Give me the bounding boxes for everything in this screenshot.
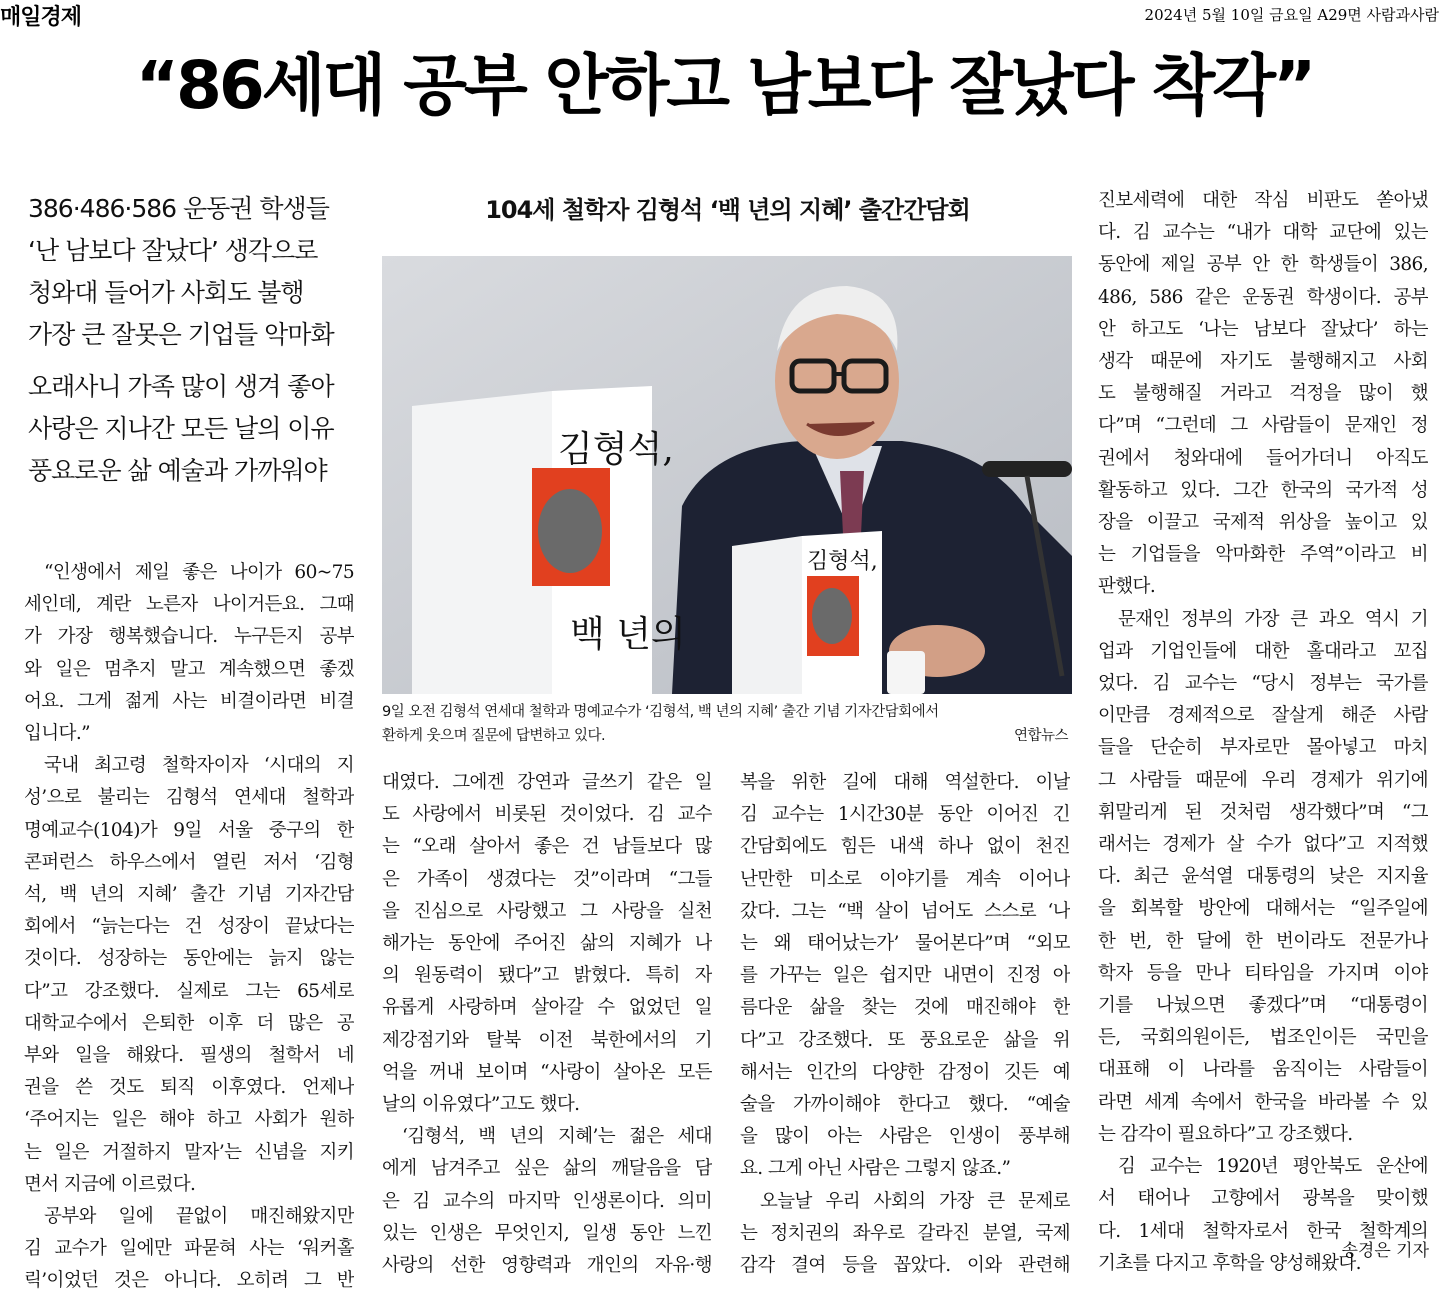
article-column-3 bbox=[740, 767, 1070, 1282]
book-subtitle-left: 백 년의 bbox=[570, 614, 686, 655]
paragraph-line: 다”고 강조했다. 실제로 그는 65세로 bbox=[24, 980, 354, 1002]
article-column-1 bbox=[24, 557, 354, 1298]
paragraph-line: 그 사람들 때문에 우리 경제가 위기에 bbox=[1098, 769, 1428, 791]
paragraph-line: 김 교수는 1시간30분 동안 이어진 긴 bbox=[740, 804, 1070, 826]
paragraph-line: 부와 일을 해왔다. 필생의 철학서 네 bbox=[24, 1045, 354, 1067]
paragraph-line: 는 일은 거절하지 말자’는 신념을 지키 bbox=[24, 1141, 354, 1163]
paragraph-line: 억을 꺼내 보이며 “사랑이 살아온 모든 bbox=[382, 1061, 712, 1083]
paragraph-line: 제강점기와 탈북 이전 북한에서의 기 bbox=[382, 1029, 712, 1051]
paragraph-line: 진보세력에 대한 작심 비판도 쏟아냈 bbox=[1098, 190, 1428, 211]
paragraph-line: 어요. 그게 젊게 사는 비결이라면 비결 bbox=[24, 690, 354, 712]
paragraph-line: 세인데, 계란 노른자 나이거든요. 그때 bbox=[24, 594, 354, 616]
paragraph-line: 다. 최근 윤석열 대통령의 낮은 지지율 bbox=[1098, 866, 1428, 888]
subheading-line: 청와대 들어가 사회도 불행 bbox=[28, 278, 304, 307]
paragraph-line: 은 김 교수의 마지막 인생론이다. 의미 bbox=[382, 1190, 712, 1212]
paragraph-line: 콘퍼런스 하우스에서 열린 저서 ‘김형 bbox=[24, 851, 354, 873]
paragraph-line: 는 왜 태어났는가’ 물어본다”며 “외모 bbox=[740, 933, 1070, 955]
paragraph-line: 래서는 경제가 살 수가 없다”고 지적했 bbox=[1098, 834, 1428, 856]
paragraph-line: 사랑의 선한 영향력과 개인의 자유·행 bbox=[382, 1255, 712, 1277]
paragraph-line: 판했다. bbox=[1098, 576, 1156, 598]
paragraph-line: ‘주어지는 일은 해야 하고 사회가 원하 bbox=[24, 1109, 354, 1131]
paragraph-line: 대표해 이 나라를 움직이는 사람들이 bbox=[1098, 1059, 1428, 1081]
paragraph-line: 을 회복할 방안에 대해서는 “일주일에 bbox=[1098, 898, 1428, 920]
paragraph-line: 활동하고 있다. 그간 한국의 국가적 성 bbox=[1098, 479, 1428, 501]
book-title-right: 김형석, bbox=[807, 549, 878, 574]
paragraph-line: 공부와 일에 끝없이 매진해왔지만 bbox=[44, 1206, 354, 1228]
paragraph-line: 는 “오래 살아서 좋은 건 남들보다 많 bbox=[382, 836, 712, 858]
paragraph-line: 해가는 동안에 주어진 삶의 지혜가 나 bbox=[382, 933, 712, 955]
paragraph-line: 이만큼 경제적으로 잘살게 해준 사람 bbox=[1098, 705, 1428, 727]
subheading-line: 가장 큰 잘못은 기업들 악마화 bbox=[28, 320, 334, 349]
paragraph-line: 생각 때문에 자기도 불행해지고 사회 bbox=[1098, 351, 1428, 373]
paragraph-line: 난만한 미소로 이야기를 계속 이어나 bbox=[740, 868, 1070, 890]
paragraph-line: 은 가족이 생겼다는 것”이라며 “그들 bbox=[382, 868, 712, 890]
paragraph-line: 유롭게 사랑하며 살아갈 수 없었던 일 bbox=[382, 997, 712, 1019]
paragraph-line: 복을 위한 길에 대해 역설한다. 이날 bbox=[740, 772, 1070, 793]
paragraph-line: 갔다. 그는 “백 살이 넘어도 스스로 ‘나 bbox=[740, 900, 1070, 922]
article-column-4 bbox=[1098, 185, 1428, 1280]
paragraph-line: 릭’이었던 것은 아니다. 오히려 그 반 bbox=[24, 1270, 354, 1292]
paragraph-line: 도 불행해질 거라고 걱정을 많이 했 bbox=[1098, 383, 1428, 405]
paragraph-line: 다”고 강조했다. 또 풍요로운 삶을 위 bbox=[740, 1029, 1070, 1051]
paragraph-line: 름다운 삶을 찾는 것에 매진해야 한 bbox=[740, 997, 1070, 1019]
paragraph-line: 문재인 정부의 가장 큰 과오 역시 기 bbox=[1118, 608, 1428, 630]
paragraph-line: 요. 그게 아닌 사람은 그렇지 않죠.” bbox=[740, 1158, 1011, 1180]
paragraph-line: 김 교수가 일에만 파묻혀 사는 ‘워커홀 bbox=[24, 1238, 354, 1260]
paragraph-line: 다”며 “그런데 그 사람들이 문재인 정 bbox=[1098, 415, 1428, 437]
paragraph-line: 와 일은 멈추지 말고 계속했으면 좋겠 bbox=[24, 658, 354, 680]
byline: 송경은 기자 bbox=[1341, 1241, 1429, 1261]
paragraph-line: 석, 백 년의 지혜’ 출간 기념 기자간담 bbox=[24, 884, 354, 906]
paragraph-line: 간담회에도 힘든 내색 하나 없이 천진 bbox=[740, 836, 1070, 858]
paragraph-line: 회에서 “늙는다는 건 성장이 끝났다는 bbox=[24, 916, 354, 938]
paragraph-line: 술을 가까이해야 한다고 했다. “예술 bbox=[740, 1094, 1070, 1116]
paragraph-line: 도 사랑에서 비롯된 것이었다. 김 교수 bbox=[382, 804, 712, 826]
paragraph-line: 김 교수는 1920년 평안북도 운산에 bbox=[1118, 1156, 1428, 1178]
paragraph-line: 에게 남겨주고 싶은 삶의 깨달음을 담 bbox=[382, 1158, 712, 1180]
paragraph-line: 장을 이끌고 국제적 위상을 높이고 있 bbox=[1098, 512, 1428, 534]
paragraph-line: 날의 이유였다”고도 했다. bbox=[382, 1094, 580, 1116]
paragraph-line: 것이다. 성장하는 동안에는 늙지 않는 bbox=[24, 948, 354, 970]
paragraph-line: 한 번, 한 달에 한 번이라도 전문가나 bbox=[1098, 930, 1428, 952]
photo-caption bbox=[382, 700, 1072, 748]
paragraph-line: 을 진심으로 사랑했고 그 사랑을 실천 bbox=[382, 900, 712, 922]
paragraph-line: 권에서 청와대에 들어가더니 아직도 bbox=[1098, 447, 1428, 469]
paragraph-line: 는 정치권의 좌우로 갈라진 분열, 국제 bbox=[740, 1222, 1070, 1244]
paragraph-line: 라면 세계 속에서 한국을 바라볼 수 있 bbox=[1098, 1091, 1428, 1113]
book-title-left: 김형석, bbox=[558, 429, 674, 470]
caption-line: 환하게 웃으며 질문에 답변하고 있다. bbox=[382, 728, 606, 744]
paragraph-line: 들을 단순히 부자로만 몰아넣고 마치 bbox=[1098, 737, 1428, 759]
paragraph-line: 를 가꾸는 일은 쉽지만 내면이 진정 아 bbox=[740, 965, 1070, 987]
paragraph-line: 안 하고도 ‘나는 남보다 잘났다’ 하는 bbox=[1098, 318, 1428, 340]
paragraph-line: 성’으로 불리는 김형석 연세대 철학과 bbox=[24, 787, 354, 809]
photo-credit: 연합뉴스 bbox=[1013, 728, 1068, 744]
headline: “86세대 공부 안하고 남보다 잘났다 착각” bbox=[135, 47, 1314, 124]
edition-info: 2024년 5월 10일 금요일 A29면 사람과사람 bbox=[1144, 6, 1439, 24]
paragraph-line: 감각 결여 등을 꼽았다. 이와 관련해 bbox=[740, 1255, 1070, 1277]
paragraph-line: 해서는 인간의 다양한 감정이 깃든 예 bbox=[740, 1061, 1070, 1083]
subheading-line: 풍요로운 삶 예술과 가까워야 bbox=[28, 456, 327, 485]
subheading-line: 오래사니 가족 많이 생겨 좋아 bbox=[28, 372, 334, 401]
paragraph-line: 기를 나눴으면 좋겠다”며 “대통령이 bbox=[1098, 995, 1428, 1017]
paragraph-line: 오늘날 우리 사회의 가장 큰 문제로 bbox=[760, 1190, 1070, 1212]
paragraph-line: 의 원동력이 됐다”고 밝혔다. 특히 자 bbox=[382, 965, 712, 987]
paragraph-line: 서 태어나 고향에서 광복을 맞이했 bbox=[1098, 1188, 1428, 1210]
paragraph-line: 을 많이 아는 사람은 인생이 풍부해 bbox=[740, 1126, 1070, 1148]
article-column-2 bbox=[382, 767, 712, 1282]
paragraph-line: 가 가장 행복했습니다. 누구든지 공부 bbox=[24, 626, 354, 648]
paragraph-line: 대학교수에서 은퇴한 이후 더 많은 공 bbox=[24, 1012, 354, 1034]
paragraph-line: 면서 지금에 이르렀다. bbox=[24, 1173, 196, 1195]
paragraph-line: 기초를 다지고 후학을 양성해왔다. bbox=[1098, 1252, 1361, 1274]
paragraph-line: 명예교수(104)가 9일 서울 중구의 한 bbox=[24, 819, 354, 841]
paragraph-line: 휘말리게 된 것처럼 생각했다”며 “그 bbox=[1098, 801, 1428, 823]
photo-illustration bbox=[382, 256, 1072, 694]
paragraph-line: 업과 기업인들에 대한 홀대라고 꼬집 bbox=[1098, 640, 1428, 662]
paragraph-line: 입니다.” bbox=[24, 723, 90, 745]
caption-line: 9일 오전 김형석 연세대 철학과 명예교수가 ‘김형석, 백 년의 지혜’ 출간 기념 기자간담회에서 bbox=[382, 704, 939, 720]
paragraph-line: 다. 김 교수는 “내가 대학 교단에 있는 bbox=[1098, 222, 1428, 244]
paragraph-line: 국내 최고령 철학자이자 ‘시대의 지 bbox=[44, 755, 354, 777]
paragraph-line: 486, 586 같은 운동권 학생이다. 공부 bbox=[1098, 286, 1428, 308]
subheadings bbox=[28, 188, 373, 492]
paragraph-line: 든, 국회의원이든, 법조인이든 국민을 bbox=[1098, 1027, 1428, 1049]
subheading-line: 386·486·586 운동권 학생들 bbox=[28, 194, 329, 223]
paragraph-line: 다. 1세대 철학자로서 한국 철학계의 bbox=[1098, 1220, 1428, 1242]
paragraph-line: ‘김형석, 백 년의 지혜’는 젊은 세대 bbox=[402, 1126, 712, 1148]
paragraph-line: “인생에서 제일 좋은 나이가 60~75 bbox=[44, 562, 354, 583]
paragraph-line: 학자 등을 만나 티타임을 가지며 이야 bbox=[1098, 962, 1428, 984]
press-photo bbox=[382, 256, 1072, 694]
masthead: 매일경제 bbox=[0, 5, 82, 30]
paragraph-line: 는 감각이 필요하다”고 강조했다. bbox=[1098, 1123, 1353, 1145]
paragraph-line: 권을 쓴 것도 퇴직 이후였다. 언제나 bbox=[24, 1077, 354, 1099]
paragraph-line: 었다. 김 교수는 “당시 정부는 국가를 bbox=[1098, 673, 1428, 695]
paragraph-line: 동안에 제일 공부 안 한 학생들이 386, bbox=[1098, 254, 1428, 276]
paragraph-line: 는 기업들을 악마화한 주역”이라고 비 bbox=[1098, 544, 1428, 566]
subheading-line: 사랑은 지나간 모든 날의 이유 bbox=[28, 414, 334, 443]
paragraph-line: 있는 인생은 무엇인지, 일생 동안 느낀 bbox=[382, 1222, 712, 1244]
paragraph-line: 대였다. 그에겐 강연과 글쓰기 같은 일 bbox=[382, 772, 712, 793]
subheading-line: ‘난 남보다 잘났다’ 생각으로 bbox=[28, 236, 318, 265]
photo-kicker: 104세 철학자 김형석 ‘백 년의 지혜’ 출간간담회 bbox=[485, 196, 970, 224]
